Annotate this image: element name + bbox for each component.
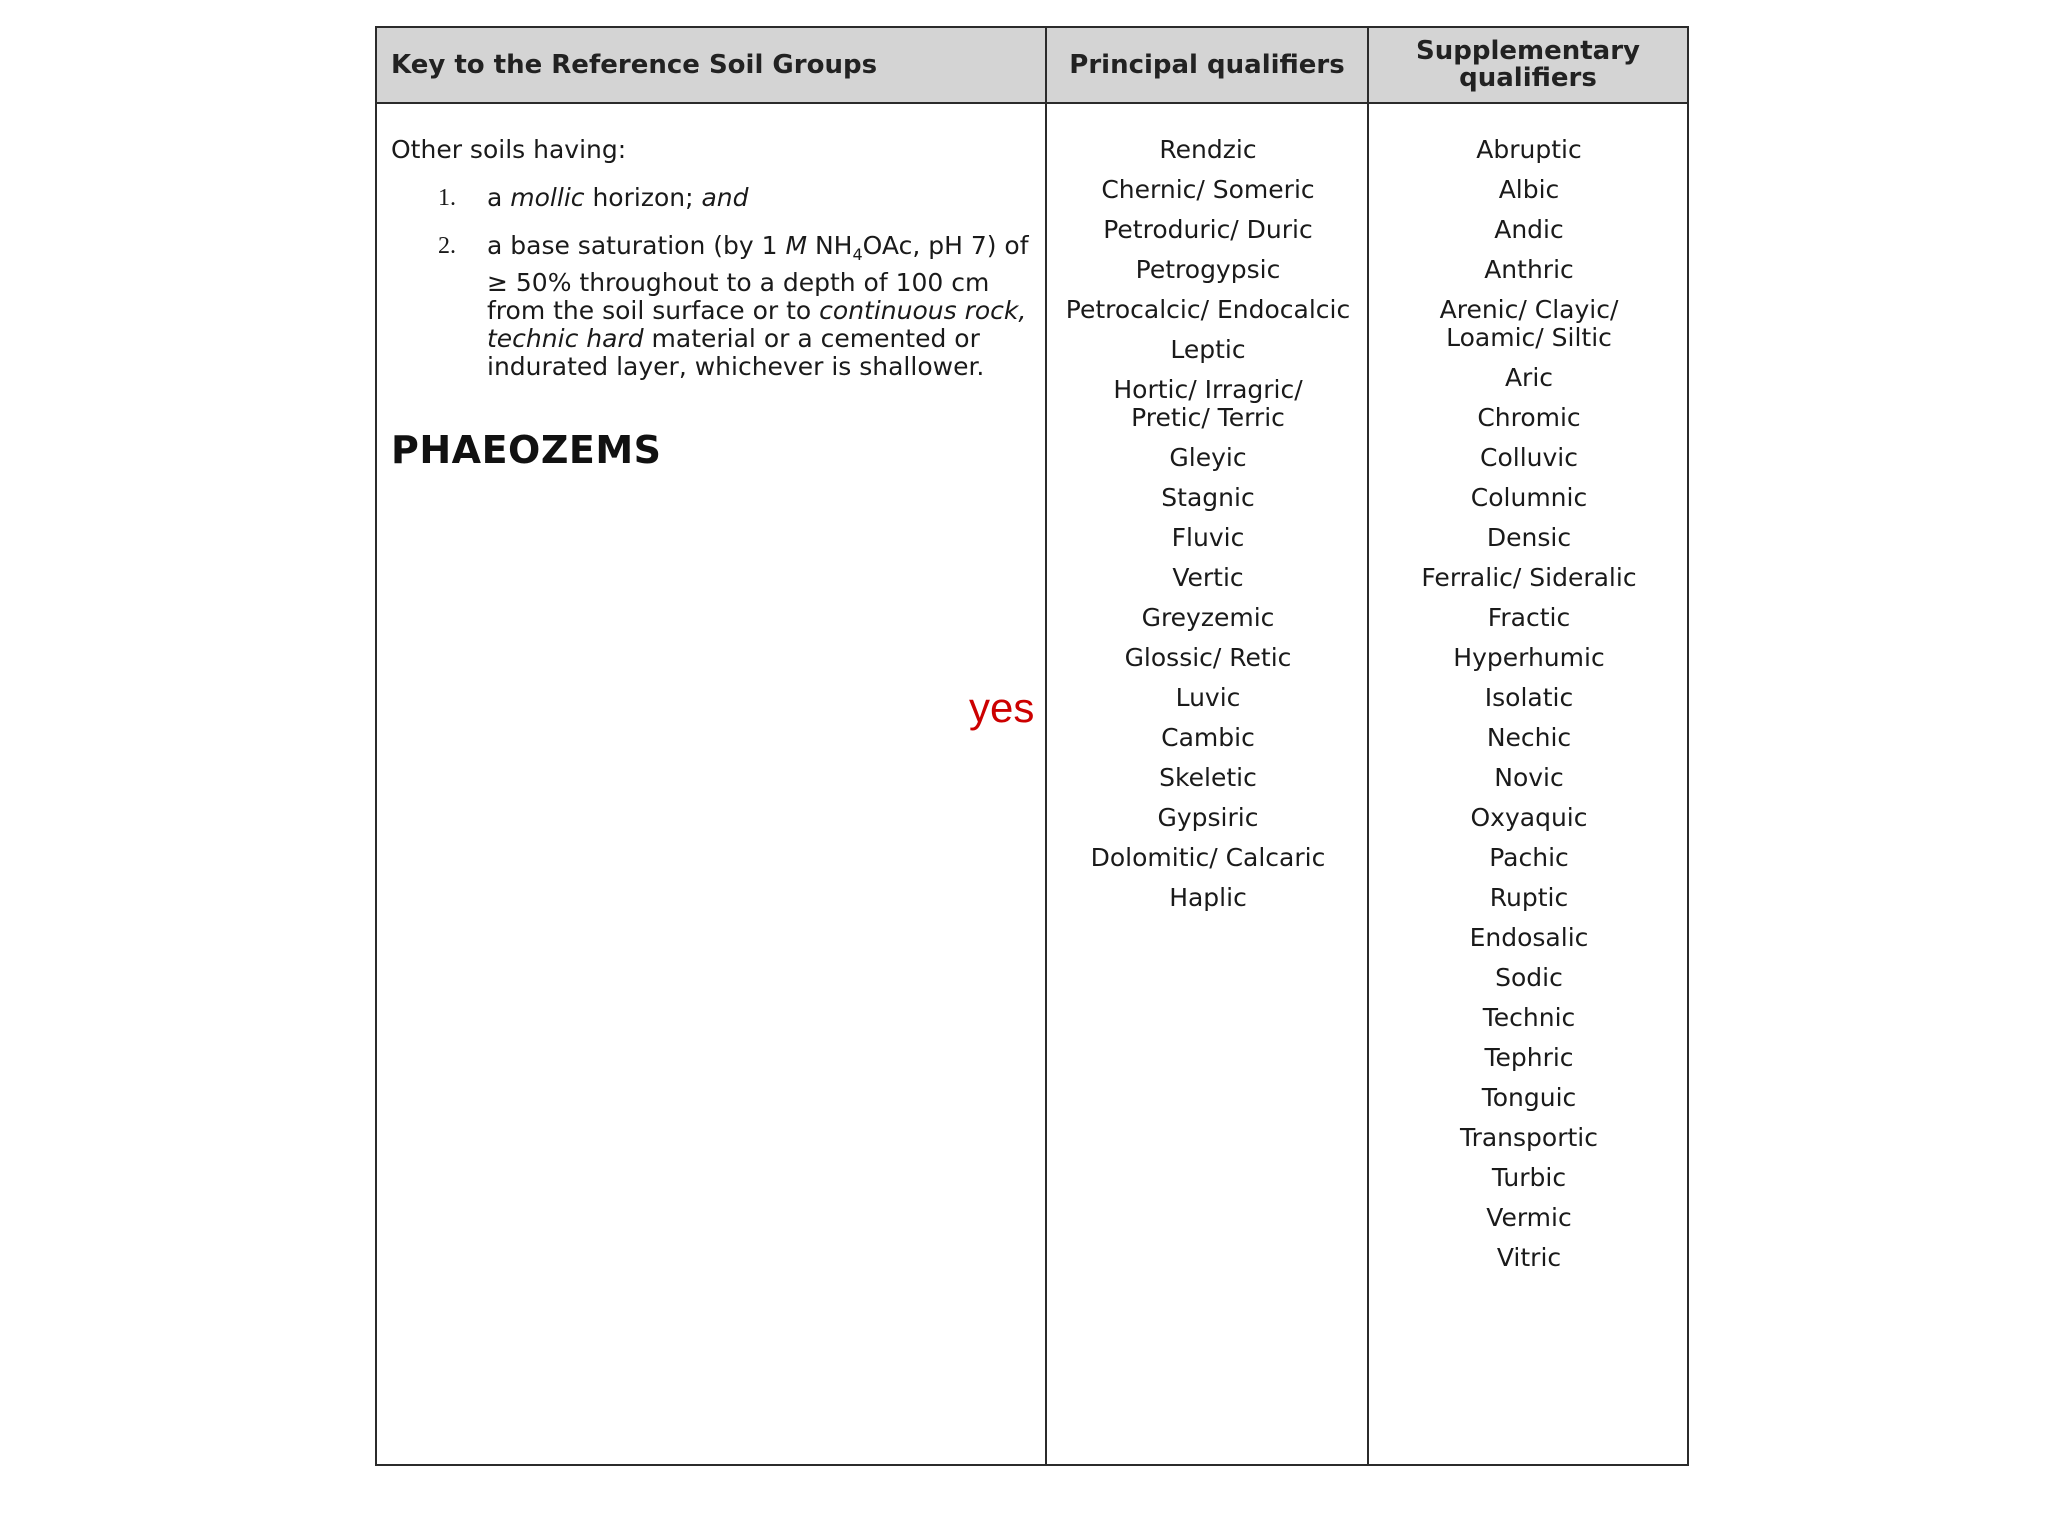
qualifier-item: Vermic — [1486, 1203, 1572, 1232]
soil-key-table — [375, 26, 1689, 1466]
qualifier-item: Chernic/ Someric — [1101, 175, 1315, 204]
column-divider — [1045, 28, 1047, 1464]
qualifier-item: Glossic/ Retic — [1124, 643, 1292, 672]
supplementary-qualifiers-list — [1369, 112, 1689, 1272]
qualifier-item: Ruptic — [1489, 883, 1569, 912]
qualifier-item: Technic — [1482, 1003, 1576, 1032]
qualifier-item: Aric — [1504, 363, 1554, 392]
qualifier-item: Isolatic — [1484, 683, 1574, 712]
qualifier-item: Rendzic — [1159, 135, 1257, 164]
qualifier-item: Gleyic — [1169, 443, 1247, 472]
qualifier-item: Tephric — [1484, 1043, 1574, 1072]
qualifier-item: Ferralic/ Sideralic — [1421, 563, 1637, 592]
qualifier-item: Chromic — [1477, 403, 1581, 432]
qualifier-item: Vertic — [1172, 563, 1244, 592]
qualifier-item: Columnic — [1470, 483, 1588, 512]
header-supplementary: Supplementary qualifiers — [1416, 36, 1640, 93]
qualifier-item: Densic — [1486, 523, 1572, 552]
qualifier-item: Tonguic — [1481, 1083, 1577, 1112]
header-key: Key to the Reference Soil Groups — [391, 50, 878, 80]
qualifier-item: Oxyaquic — [1470, 803, 1588, 832]
handwritten-answer: yes — [969, 684, 1035, 731]
criterion-number: 2. — [438, 233, 456, 259]
qualifier-item: Dolomitic/ Calcaric — [1090, 843, 1326, 872]
qualifier-item: Petroduric/ Duric — [1103, 215, 1313, 244]
qualifier-item: Abruptic — [1476, 135, 1582, 164]
qualifier-item: Nechic — [1486, 723, 1572, 752]
qualifier-item: Fractic — [1487, 603, 1571, 632]
qualifier-item: Anthric — [1484, 255, 1574, 284]
qualifier-item: Luvic — [1175, 683, 1241, 712]
qualifier-item: Gypsiric — [1157, 803, 1259, 832]
qualifier-item: Arenic/ Clayic/ Loamic/ Siltic — [1439, 295, 1619, 352]
qualifier-item: Skeletic — [1159, 763, 1257, 792]
qualifier-item: Petrocalcic/ Endocalcic — [1065, 295, 1351, 324]
qualifier-item: Cambic — [1161, 723, 1255, 752]
criterion-number: 1. — [438, 185, 456, 211]
qualifier-item: Petrogypsic — [1135, 255, 1281, 284]
reference-soil-group-name: PHAEOZEMS — [391, 428, 662, 472]
qualifier-item: Novic — [1494, 763, 1564, 792]
header-principal: Principal qualifiers — [1069, 50, 1345, 80]
qualifier-item: Transportic — [1459, 1123, 1598, 1152]
table-header — [377, 28, 1687, 104]
qualifier-item: Andic — [1494, 215, 1564, 244]
key-intro: Other soils having: — [391, 135, 627, 164]
qualifier-item: Leptic — [1170, 335, 1246, 364]
qualifier-item: Hyperhumic — [1453, 643, 1605, 672]
qualifier-item: Hortic/ Irragric/ Pretic/ Terric — [1113, 375, 1303, 432]
qualifier-item: Sodic — [1495, 963, 1563, 992]
qualifier-item: Colluvic — [1480, 443, 1578, 472]
qualifier-item: Albic — [1498, 175, 1560, 204]
qualifier-item: Haplic — [1169, 883, 1247, 912]
qualifier-item: Endosalic — [1469, 923, 1589, 952]
qualifier-item: Greyzemic — [1141, 603, 1275, 632]
qualifier-item: Turbic — [1491, 1163, 1567, 1192]
qualifier-item: Vitric — [1496, 1243, 1562, 1272]
criterion-text: a mollic horizon; and — [487, 183, 749, 212]
criterion-2 — [391, 232, 1031, 381]
criterion-text: a base saturation (by 1 M $NH_4OAc$, pH 7) of ≥ 50% throughout to a depth of 100 cm from the soil surface or to continuous rock, technic hard material or a cemented or indurated layer, whichever is shallower. — [487, 231, 1029, 381]
criterion-1 — [391, 184, 1031, 212]
qualifier-item: Pachic — [1489, 843, 1569, 872]
qualifier-item: Fluvic — [1171, 523, 1245, 552]
principal-qualifiers-list — [1049, 112, 1367, 912]
qualifier-item: Stagnic — [1161, 483, 1255, 512]
key-criteria — [391, 112, 1031, 381]
